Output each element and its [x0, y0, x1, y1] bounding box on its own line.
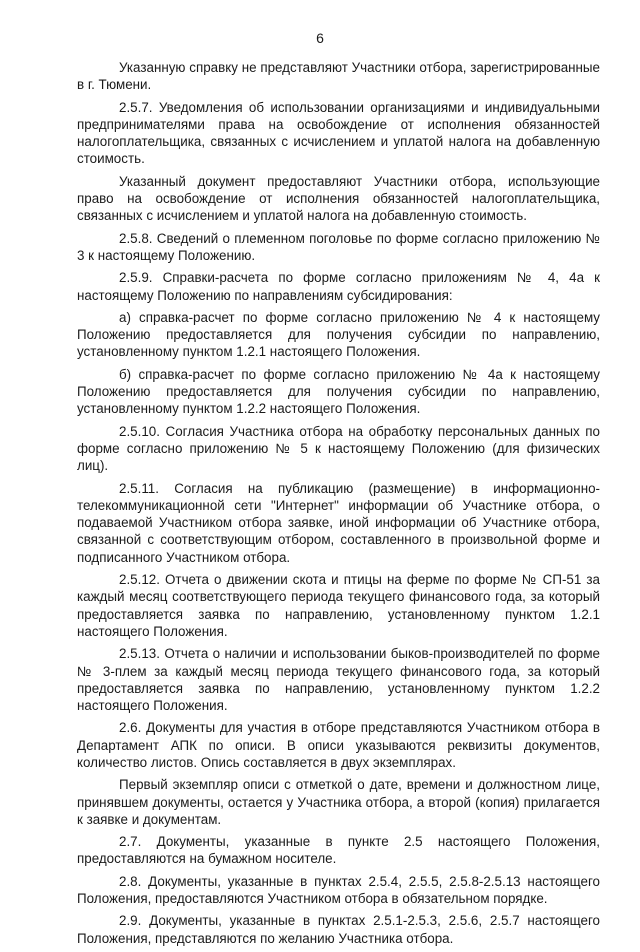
- document-body: [77, 59, 600, 952]
- paragraph: Указанную справку не представляют Участники отбора, зарегистрированные в г. Тюмени.: [77, 60, 600, 93]
- paragraph: 2.5.13. Отчета о наличии и использовании быков-производителей по форме № 3-плем за каждый месяц периода текущего финансового года, за который предоставляется заявка по направлению, установленному пунктом 1.2.2 настоящего Положения.: [77, 646, 600, 714]
- paragraph: 2.8. Документы, указанные в пунктах 2.5.4, 2.5.5, 2.5.8-2.5.13 настоящего Положения, предоставляются Участником отбора в обязательном порядке.: [77, 873, 600, 907]
- paragraph: 2.5.11. Согласия на публикацию (размещение) в информационно-телекоммуникационной сети "Интернет" информации об Участнике отбора, о подаваемой Участником отбора заявке, иной информации об Участнике отбора, связанной с соответствующим отбором, составленного в произвольной форме и подписанного Участником отбора.: [77, 480, 600, 565]
- paragraph: Первый экземпляр описи с отметкой о дате, времени и должностном лице, принявшем документы, остается у Участника отбора, а второй (копия) прилагается к заявке и документам.: [77, 777, 600, 827]
- paragraph: 2.5.12. Отчета о движении скота и птицы на ферме по форме № СП-51 за каждый месяц соответствующего периода текущего финансового года, за который предоставляется заявка по направлению, установленному пунктом 1.2.1 настоящего Положения.: [77, 572, 600, 639]
- paragraph: 2.5.7. Уведомления об использовании организациями и индивидуальными предпринимателями права на освобождение от исполнения обязанностей налогоплательщика, связанных с исчислением и уплатой налога на добавленную стоимость.: [77, 99, 600, 167]
- paragraph: а) справка-расчет по форме согласно приложению № 4 к настоящему Положению предоставляется для получения субсидии по направлению, установленному пунктом 1.2.1 настоящего Положения.: [77, 309, 600, 360]
- paragraph: 2.5.8. Сведений о племенном поголовье по форме согласно приложению № 3 к настоящему Положению.: [77, 230, 600, 263]
- paragraph: 2.7. Документы, указанные в пункте 2.5 настоящего Положения, предоставляются на бумажном носителе.: [77, 834, 600, 867]
- paragraph: Указанный документ предоставляют Участники отбора, использующие право на освобождение от исполнения обязанностей налогоплательщика, связанных с исчислением и уплатой налога на добавленную стоимость.: [77, 173, 600, 224]
- paragraph: 2.5.10. Согласия Участника отбора на обработку персональных данных по форме согласно приложению № 5 к настоящему Положению (для физических лиц).: [77, 423, 600, 474]
- paragraph: 2.9. Документы, указанные в пунктах 2.5.1-2.5.3, 2.5.6, 2.5.7 настоящего Положения, представляются по желанию Участника отбора.: [77, 913, 600, 946]
- paragraph: 2.5.9. Справки-расчета по форме согласно приложениям № 4, 4а к настоящему Положению по направлениям субсидирования:: [77, 270, 600, 303]
- paragraph: 2.6. Документы для участия в отборе представляются Участником отбора в Департамент АПК по описи. В описи указываются реквизиты документов, количество листов. Опись составляется в двух экземплярах.: [77, 720, 600, 770]
- paragraph: б) справка-расчет по форме согласно приложению № 4а к настоящему Положению предоставляется для получения субсидии по направлению, установленному пунктом 1.2.2 настоящего Положения.: [77, 366, 600, 417]
- page-number: 6: [316, 30, 324, 46]
